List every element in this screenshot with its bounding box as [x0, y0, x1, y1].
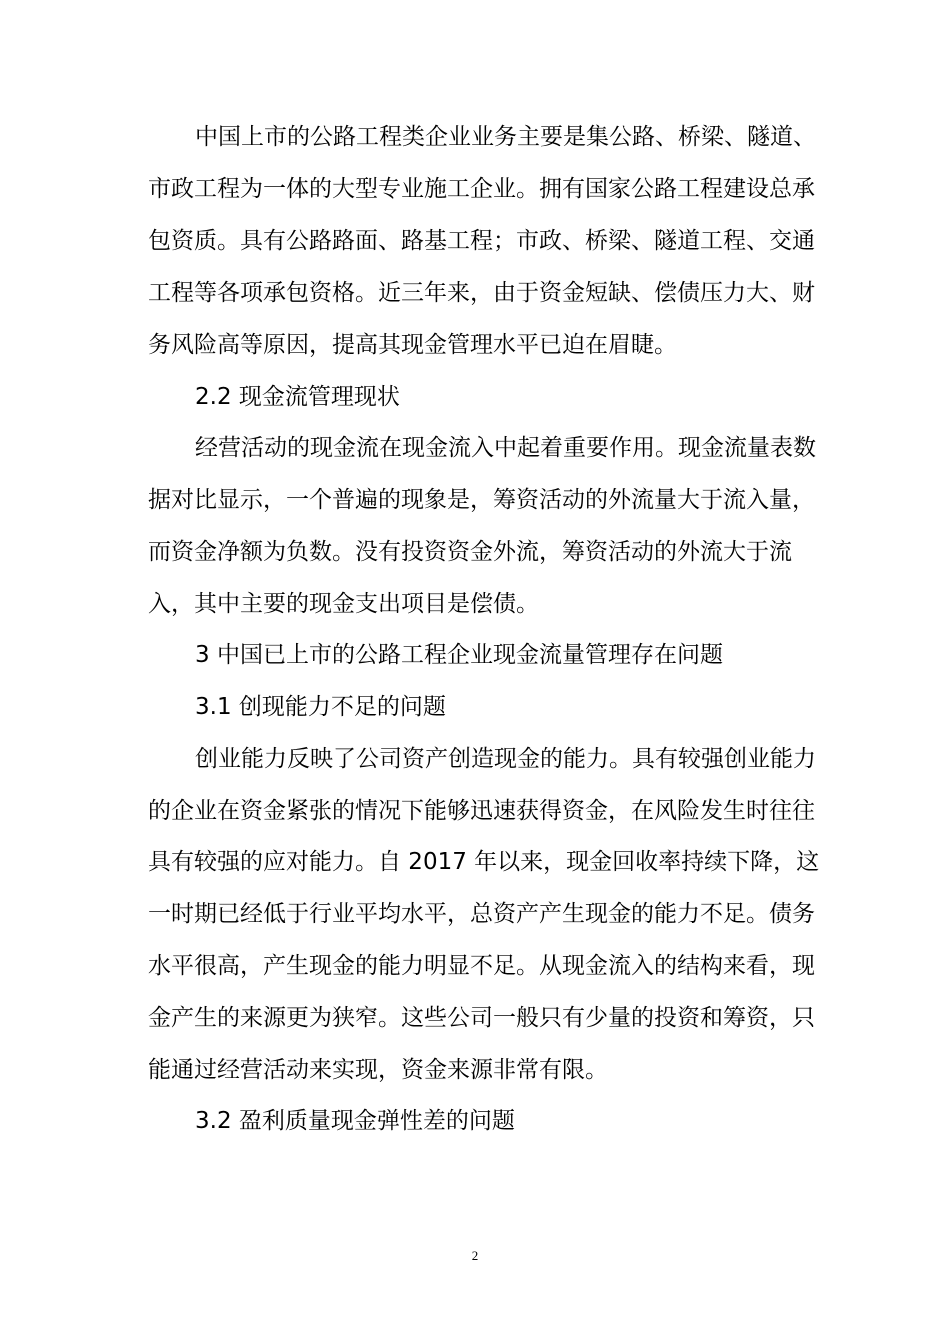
section-heading-2-2: 2.2 现金流管理现状 — [195, 384, 400, 410]
paragraph-line: 包资质。具有公路路面、路基工程；市政、桥梁、隧道工程、交通 — [148, 228, 815, 254]
paragraph-line: 中国上市的公路工程类企业业务主要是集公路、桥梁、隧道、 — [195, 124, 816, 150]
paragraph-line: 一时期已经低于行业平均水平，总资产产生现金的能力不足。债务 — [148, 901, 815, 927]
page-number: 2 — [471, 1248, 479, 1263]
paragraph-line: 而资金净额为负数。没有投资资金外流，筹资活动的外流大于流 — [148, 539, 792, 565]
paragraph-line: 入，其中主要的现金支出项目是偿债。 — [148, 591, 539, 617]
section-heading-3-2: 3.2 盈利质量现金弹性差的问题 — [195, 1108, 515, 1134]
paragraph-line: 市政工程为一体的大型专业施工企业。拥有国家公路工程建设总承 — [148, 176, 815, 202]
paragraph-line: 具有较强的应对能力。自 2017 年以来，现金回收率持续下降，这 — [148, 849, 820, 875]
paragraph-line: 工程等各项承包资格。近三年来，由于资金短缺、偿债压力大、财 — [148, 280, 815, 306]
section-heading-3: 3 中国已上市的公路工程企业现金流量管理存在问题 — [195, 642, 723, 668]
paragraph-line: 的企业在资金紧张的情况下能够迅速获得资金，在风险发生时往往 — [148, 798, 815, 824]
paragraph-line: 据对比显示，一个普遍的现象是，筹资活动的外流量大于流入量， — [148, 487, 815, 513]
paragraph-line: 水平很高，产生现金的能力明显不足。从现金流入的结构来看，现 — [148, 953, 815, 979]
paragraph-line: 务风险高等原因，提高其现金管理水平已迫在眉睫。 — [148, 332, 677, 358]
section-heading-3-1: 3.1 创现能力不足的问题 — [195, 694, 446, 720]
paragraph-line: 经营活动的现金流在现金流入中起着重要作用。现金流量表数 — [195, 435, 816, 461]
paragraph-line: 创业能力反映了公司资产创造现金的能力。具有较强创业能力 — [195, 746, 816, 772]
paragraph-line: 能通过经营活动来实现，资金来源非常有限。 — [148, 1057, 608, 1083]
paragraph-line: 金产生的来源更为狭窄。这些公司一般只有少量的投资和筹资，只 — [148, 1005, 815, 1031]
